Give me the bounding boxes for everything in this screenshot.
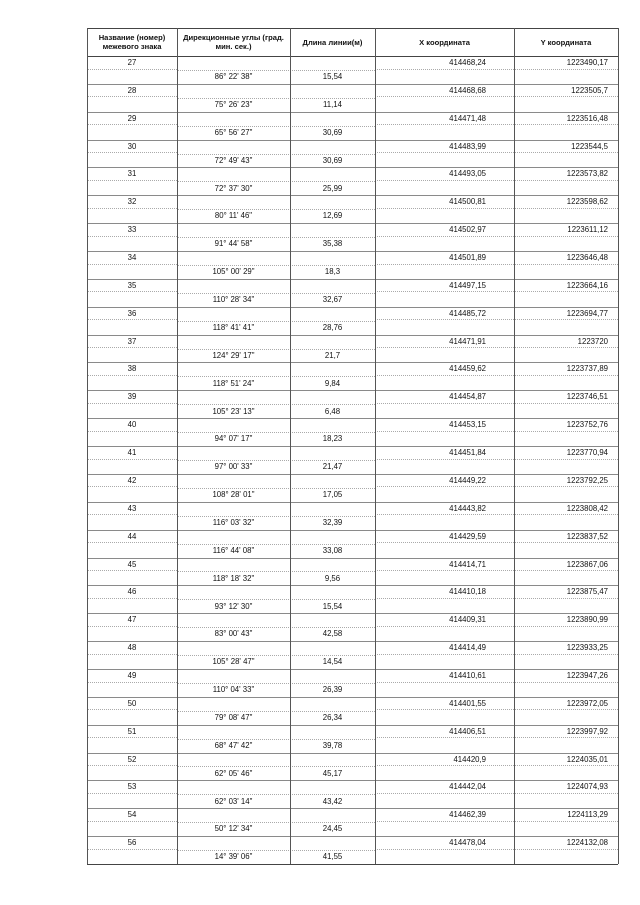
row-divider (87, 836, 618, 837)
x-coordinate: 414501,89 (449, 253, 486, 263)
point-number: 41 (127, 448, 137, 458)
direction-angle: 14° 39' 06" (214, 852, 253, 862)
direction-angle: 86° 22' 38" (214, 72, 253, 82)
row-divider (177, 544, 375, 545)
line-length: 14,54 (322, 657, 343, 667)
row-divider (375, 765, 618, 766)
row-divider (87, 140, 618, 141)
y-coordinate: 1223875,47 (566, 587, 608, 597)
row-divider (177, 293, 375, 294)
row-divider (87, 530, 618, 531)
x-coordinate: 414410,18 (449, 587, 486, 597)
row-divider (87, 598, 177, 599)
point-number: 52 (127, 754, 137, 764)
row-divider (375, 69, 618, 70)
row-divider (375, 821, 618, 822)
row-divider (177, 181, 375, 182)
row-divider (87, 362, 618, 363)
row-divider (375, 793, 618, 794)
row-divider (87, 223, 618, 224)
row-divider (87, 112, 618, 113)
point-number: 49 (127, 670, 137, 680)
header-point-name: Название (номер) межевого знака (98, 33, 166, 51)
row-divider (87, 585, 618, 586)
direction-angle: 93° 12' 30" (214, 601, 253, 611)
point-number: 48 (127, 643, 137, 653)
line-length: 21,47 (322, 462, 343, 472)
direction-angle: 62° 03' 14" (214, 796, 253, 806)
row-divider (177, 711, 375, 712)
row-divider (87, 96, 177, 97)
point-number: 33 (127, 225, 137, 235)
x-coordinate: 414443,82 (449, 503, 486, 513)
y-coordinate: 1223997,92 (566, 726, 608, 736)
point-number: 50 (127, 698, 137, 708)
row-divider (177, 154, 375, 155)
y-coordinate: 1223792,25 (566, 475, 608, 485)
row-divider (177, 460, 375, 461)
line-length: 18,3 (324, 267, 341, 277)
direction-angle: 50° 12' 34" (214, 824, 253, 834)
x-coordinate: 414449,22 (449, 475, 486, 485)
row-divider (87, 641, 618, 642)
x-coordinate: 414502,97 (449, 225, 486, 235)
y-coordinate: 1223664,16 (566, 280, 608, 290)
row-divider (375, 208, 618, 209)
direction-angle: 118° 41' 41" (212, 322, 255, 332)
row-divider (375, 598, 618, 599)
line-length: 39,78 (322, 740, 343, 750)
row-divider (87, 864, 618, 865)
row-divider (375, 291, 618, 292)
x-coordinate: 414468,24 (449, 58, 486, 67)
row-divider (177, 98, 375, 99)
row-divider (375, 849, 618, 850)
x-coordinate: 414414,71 (449, 559, 486, 569)
row-divider (375, 682, 618, 683)
x-coordinate: 414462,39 (449, 810, 486, 820)
point-number: 35 (127, 280, 137, 290)
direction-angle: 105° 23' 13" (212, 406, 255, 416)
header-direction-angle: Дирекционные углы (град. мин. сек.) (183, 33, 284, 51)
y-coordinate: 1223505,7 (571, 85, 608, 95)
y-coordinate: 1223808,42 (566, 503, 608, 513)
row-divider (177, 126, 375, 127)
y-coordinate: 1224132,08 (566, 838, 608, 848)
x-coordinate: 414500,81 (449, 197, 486, 207)
row-divider (375, 375, 618, 376)
line-length: 18,23 (322, 434, 343, 444)
point-number: 32 (127, 197, 137, 207)
y-coordinate: 1223737,89 (566, 364, 608, 374)
row-divider (177, 265, 375, 266)
column-divider (290, 28, 291, 864)
row-divider (87, 725, 618, 726)
row-divider (375, 347, 618, 348)
y-coordinate: 1224113,29 (567, 810, 608, 820)
row-divider (87, 753, 618, 754)
row-divider (87, 793, 177, 794)
point-number: 40 (127, 420, 137, 430)
point-number: 47 (127, 615, 137, 625)
header-line-length: Длина линии(м) (302, 37, 363, 47)
header-y-coordinate: Y координата (540, 37, 592, 47)
direction-angle: 118° 18' 32" (212, 573, 255, 583)
column-divider (177, 28, 178, 864)
row-divider (177, 237, 375, 238)
direction-angle: 72° 49' 43" (214, 155, 253, 165)
point-number: 38 (127, 364, 137, 374)
direction-angle: 97° 00' 33" (214, 462, 253, 472)
direction-angle: 116° 44' 08" (212, 545, 255, 555)
row-divider (87, 821, 177, 822)
direction-angle: 91° 44' 58" (214, 239, 253, 249)
point-number: 42 (127, 475, 137, 485)
y-coordinate: 1223573,82 (566, 169, 608, 179)
row-divider (375, 319, 618, 320)
row-divider (177, 432, 375, 433)
row-divider (375, 570, 618, 571)
line-length: 30,69 (322, 155, 343, 165)
row-divider (87, 737, 177, 738)
y-coordinate: 1223646,48 (566, 253, 608, 263)
line-length: 9,84 (324, 378, 341, 388)
row-divider (87, 236, 177, 237)
line-length: 33,08 (322, 545, 343, 555)
row-divider (87, 765, 177, 766)
direction-angle: 79° 08' 47" (214, 712, 253, 722)
line-length: 32,39 (322, 517, 343, 527)
row-divider (87, 418, 618, 419)
x-coordinate: 414471,48 (449, 113, 486, 123)
line-length: 35,38 (322, 239, 343, 249)
x-coordinate: 414401,55 (449, 698, 486, 708)
row-divider (177, 321, 375, 322)
direction-angle: 72° 37' 30" (214, 183, 253, 193)
row-divider (177, 683, 375, 684)
point-number: 31 (127, 169, 137, 179)
row-divider (177, 404, 375, 405)
x-coordinate: 414409,31 (449, 615, 486, 625)
direction-angle: 65° 56' 27" (214, 127, 253, 137)
row-divider (87, 124, 177, 125)
point-number: 45 (127, 559, 137, 569)
row-divider (87, 570, 177, 571)
row-divider (87, 347, 177, 348)
row-divider (375, 180, 618, 181)
row-divider (177, 209, 375, 210)
line-length: 25,99 (322, 183, 343, 193)
direction-angle: 80° 11' 46" (214, 211, 253, 221)
line-length: 21,7 (324, 350, 341, 360)
point-number: 36 (127, 308, 137, 318)
x-coordinate: 414471,91 (449, 336, 486, 346)
row-divider (177, 794, 375, 795)
row-divider (87, 669, 618, 670)
row-divider (375, 737, 618, 738)
y-coordinate: 1224074,93 (566, 782, 608, 792)
row-divider (177, 822, 375, 823)
y-coordinate: 1223720 (577, 336, 608, 346)
row-divider (87, 195, 618, 196)
row-divider (87, 626, 177, 627)
point-number: 34 (127, 253, 137, 263)
row-divider (87, 486, 177, 487)
row-divider (375, 514, 618, 515)
direction-angle: 124° 29' 17" (212, 350, 255, 360)
y-coordinate: 1223544,5 (571, 141, 608, 151)
row-divider (177, 739, 375, 740)
y-coordinate: 1223890,99 (566, 615, 608, 625)
row-divider (177, 349, 375, 350)
row-divider (87, 403, 177, 404)
x-coordinate: 414414,49 (449, 643, 486, 653)
coordinates-table (87, 28, 618, 864)
direction-angle: 118° 51' 24" (212, 378, 255, 388)
line-length: 6,48 (324, 406, 341, 416)
point-number: 46 (127, 587, 137, 597)
y-coordinate: 1223598,62 (566, 197, 608, 207)
direction-angle: 110° 28' 34" (212, 295, 255, 305)
row-divider (87, 613, 618, 614)
row-divider (87, 84, 618, 85)
row-divider (177, 766, 375, 767)
row-divider (177, 70, 375, 71)
line-length: 26,34 (322, 712, 343, 722)
x-coordinate: 414420,9 (453, 754, 486, 764)
x-coordinate: 414493,05 (449, 169, 486, 179)
row-divider (87, 697, 618, 698)
row-divider (375, 626, 618, 627)
header-x-coordinate: X координата (419, 37, 470, 47)
column-divider (618, 28, 619, 864)
direction-angle: 105° 00' 29" (212, 267, 255, 277)
row-divider (87, 682, 177, 683)
y-coordinate: 1223490,17 (566, 58, 608, 67)
row-divider (87, 291, 177, 292)
x-coordinate: 414468,68 (449, 85, 486, 95)
x-coordinate: 414453,15 (449, 420, 486, 430)
row-divider (375, 542, 618, 543)
column-divider (375, 28, 376, 864)
row-divider (87, 180, 177, 181)
row-divider (87, 208, 177, 209)
direction-angle: 62° 05' 46" (214, 768, 253, 778)
row-divider (87, 319, 177, 320)
line-length: 43,42 (322, 796, 343, 806)
line-length: 12,69 (322, 211, 343, 221)
line-length: 15,54 (322, 601, 343, 611)
point-number: 28 (127, 85, 137, 95)
row-divider (87, 251, 618, 252)
row-divider (87, 335, 618, 336)
line-length: 32,67 (322, 295, 343, 305)
line-length: 24,45 (322, 824, 343, 834)
line-length: 26,39 (322, 685, 343, 695)
row-divider (87, 375, 177, 376)
point-number: 43 (127, 503, 137, 513)
row-divider (87, 56, 618, 57)
row-divider (87, 307, 618, 308)
line-length: 15,54 (322, 72, 343, 82)
point-number: 54 (127, 810, 137, 820)
row-divider (87, 279, 618, 280)
row-divider (375, 96, 618, 97)
y-coordinate: 1223746,51 (566, 392, 608, 402)
point-number: 30 (127, 141, 137, 151)
y-coordinate: 1223694,77 (566, 308, 608, 318)
row-divider (177, 376, 375, 377)
point-number: 29 (127, 113, 137, 123)
y-coordinate: 1223516,48 (566, 113, 608, 123)
row-divider (87, 69, 177, 70)
column-divider (87, 28, 88, 864)
direction-angle: 110° 04' 33" (212, 685, 255, 695)
row-divider (87, 502, 618, 503)
direction-angle: 108° 28' 01" (212, 490, 255, 500)
row-divider (375, 431, 618, 432)
row-divider (87, 474, 618, 475)
line-length: 11,14 (323, 100, 342, 110)
row-divider (177, 850, 375, 851)
row-divider (375, 264, 618, 265)
direction-angle: 116° 03' 32" (212, 517, 255, 527)
row-divider (375, 124, 618, 125)
row-divider (177, 516, 375, 517)
row-divider (375, 709, 618, 710)
row-divider (375, 486, 618, 487)
row-divider (87, 542, 177, 543)
row-divider (177, 627, 375, 628)
y-coordinate: 1223770,94 (566, 448, 608, 458)
y-coordinate: 1223933,25 (566, 643, 608, 653)
row-divider (87, 264, 177, 265)
x-coordinate: 414406,51 (449, 726, 486, 736)
row-divider (87, 459, 177, 460)
y-coordinate: 1223837,52 (566, 531, 608, 541)
line-length: 17,05 (322, 490, 343, 500)
line-length: 45,17 (322, 768, 343, 778)
x-coordinate: 414459,62 (449, 364, 486, 374)
y-coordinate: 1223867,06 (566, 559, 608, 569)
y-coordinate: 1223752,76 (566, 420, 608, 430)
row-divider (87, 808, 618, 809)
row-divider (375, 459, 618, 460)
row-divider (87, 780, 618, 781)
line-length: 30,69 (322, 127, 343, 137)
x-coordinate: 414442,04 (449, 782, 486, 792)
line-length: 41,55 (322, 852, 343, 862)
point-number: 56 (127, 838, 137, 848)
x-coordinate: 414410,61 (449, 670, 486, 680)
column-divider (514, 28, 515, 864)
y-coordinate: 1223611,12 (567, 225, 608, 235)
y-coordinate: 1224035,01 (566, 754, 608, 764)
direction-angle: 105° 28' 47" (212, 657, 255, 667)
row-divider (375, 654, 618, 655)
point-number: 27 (127, 58, 137, 67)
y-coordinate: 1223972,05 (566, 698, 608, 708)
row-divider (177, 488, 375, 489)
point-number: 39 (127, 392, 137, 402)
row-divider (87, 28, 618, 29)
point-number: 44 (127, 531, 137, 541)
row-divider (87, 167, 618, 168)
row-divider (87, 446, 618, 447)
row-divider (375, 236, 618, 237)
x-coordinate: 414429,59 (449, 531, 486, 541)
point-number: 53 (127, 782, 137, 792)
row-divider (177, 655, 375, 656)
x-coordinate: 414497,15 (449, 280, 486, 290)
row-divider (87, 558, 618, 559)
row-divider (375, 403, 618, 404)
row-divider (87, 849, 177, 850)
line-length: 42,58 (322, 629, 343, 639)
row-divider (87, 431, 177, 432)
point-number: 51 (127, 726, 137, 736)
x-coordinate: 414454,87 (449, 392, 486, 402)
line-length: 9,56 (324, 573, 341, 583)
direction-angle: 75° 26' 23" (214, 100, 253, 110)
direction-angle: 68° 47' 42" (214, 740, 253, 750)
y-coordinate: 1223947,26 (566, 670, 608, 680)
row-divider (87, 152, 177, 153)
row-divider (375, 152, 618, 153)
row-divider (87, 514, 177, 515)
line-length: 28,76 (322, 322, 343, 332)
x-coordinate: 414451,84 (449, 448, 486, 458)
row-divider (87, 390, 618, 391)
row-divider (177, 571, 375, 572)
x-coordinate: 414483,99 (449, 141, 486, 151)
row-divider (177, 599, 375, 600)
point-number: 37 (127, 336, 137, 346)
direction-angle: 83° 00' 43" (214, 629, 253, 639)
x-coordinate: 414478,04 (449, 838, 486, 848)
row-divider (87, 709, 177, 710)
row-divider (87, 654, 177, 655)
direction-angle: 94° 07' 17" (214, 434, 253, 444)
x-coordinate: 414485,72 (449, 308, 486, 318)
